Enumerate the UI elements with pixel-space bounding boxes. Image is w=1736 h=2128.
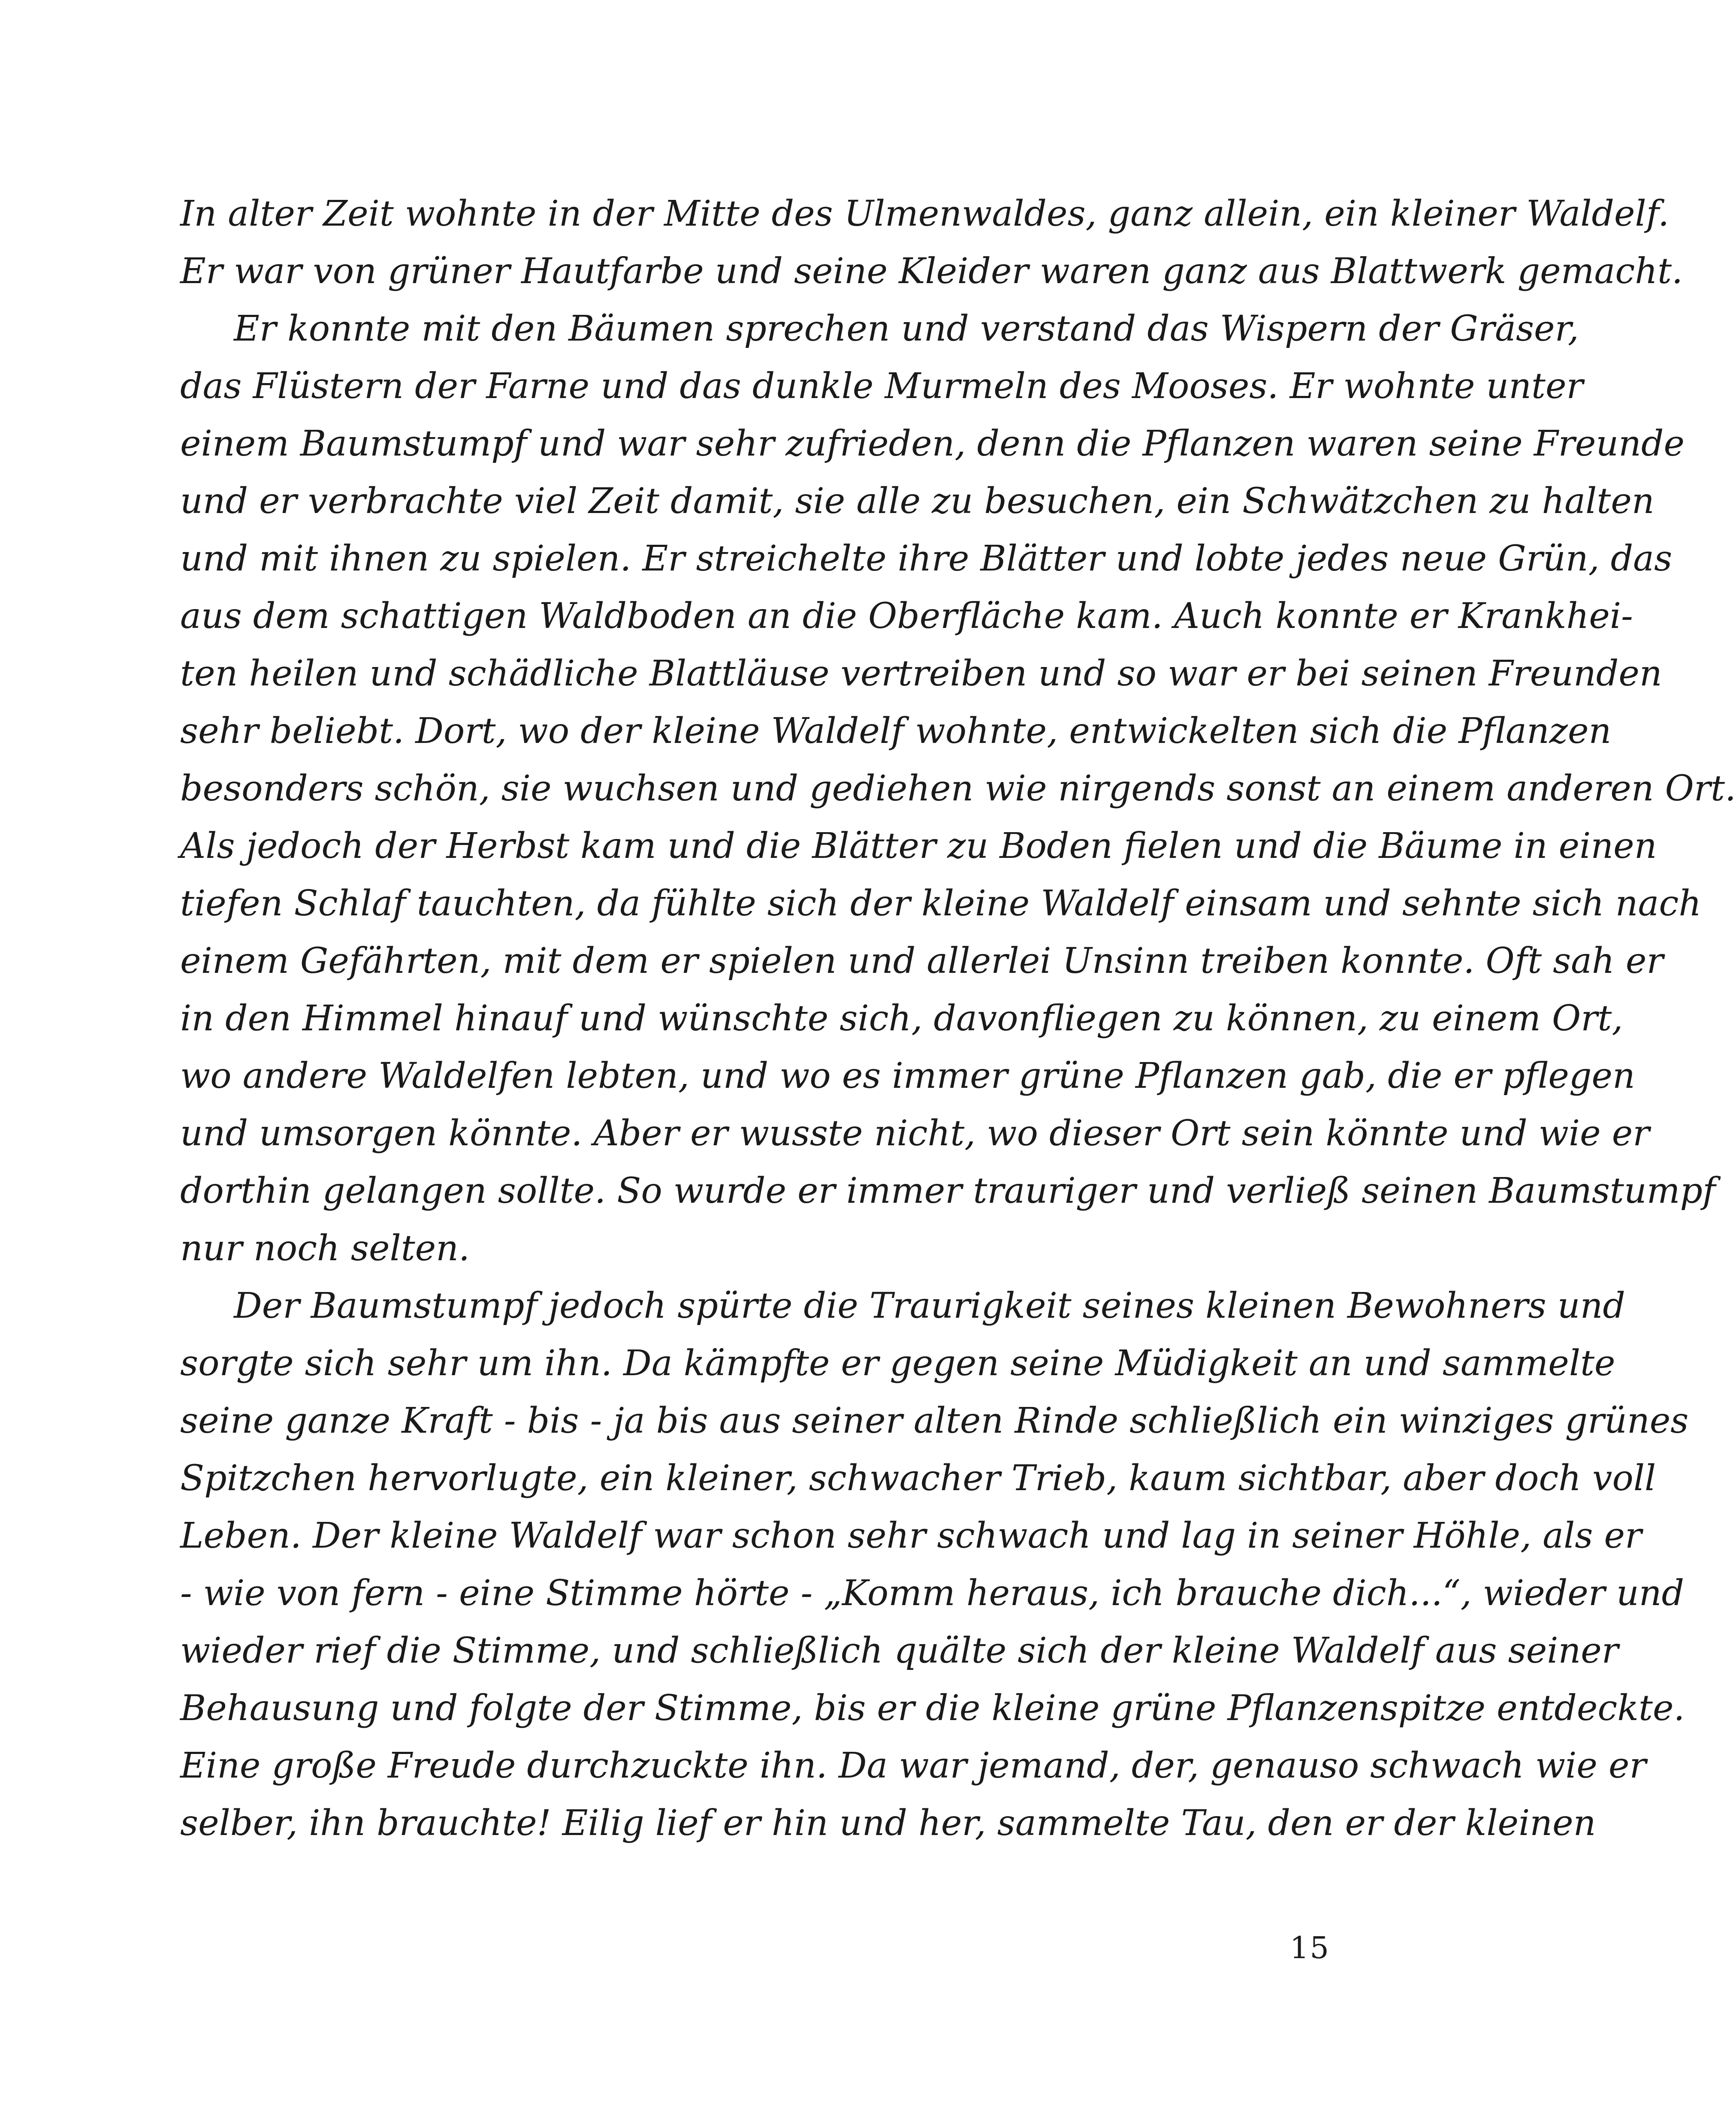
text-line: einem Baumstumpf und war sehr zufrieden, denn die Pflanzen waren seine Freunde [180, 423, 1685, 464]
text-line: - wie von fern - eine Stimme hörte - „Komm heraus, ich brauche dich...“, wieder und [180, 1573, 1685, 1614]
text-line: besonders schön, sie wuchsen und gediehen wie nirgends sonst an einem anderen Ort. [180, 768, 1736, 809]
text-line: Eine große Freude durchzuckte ihn. Da war jemand, der, genauso schwach wie er [180, 1745, 1646, 1786]
text-line: In alter Zeit wohnte in der Mitte des Ulmenwaldes, ganz allein, ein kleiner Waldelf. [180, 193, 1670, 234]
page-number: 15 [1289, 1930, 1330, 1965]
text-line: wieder rief die Stimme, und schließlich quälte sich der kleine Waldelf aus seiner [180, 1630, 1618, 1671]
text-line: Er konnte mit den Bäumen sprechen und verstand das Wispern der Gräser, [234, 308, 1579, 349]
text-line: das Flüstern der Farne und das dunkle Murmeln des Mooses. Er wohnte unter [180, 366, 1583, 407]
text-line: und mit ihnen zu spielen. Er streichelte ihre Blätter und lobte jedes neue Grün, das [180, 538, 1673, 579]
text-line: Er war von grüner Hautfarbe und seine Kleider waren ganz aus Blattwerk gemacht. [180, 251, 1683, 292]
text-line: selber, ihn brauchte! Eilig lief er hin und her, sammelte Tau, den er der kleinen [180, 1803, 1596, 1844]
text-line: aus dem schattigen Waldboden an die Oberfläche kam. Auch konnte er Krankhei- [180, 596, 1633, 637]
text-line: sehr beliebt. Dort, wo der kleine Waldelf wohnte, entwickelten sich die Pflanzen [180, 711, 1612, 752]
text-line: sorgte sich sehr um ihn. Da kämpfte er gegen seine Müdigkeit an und sammelte [180, 1343, 1615, 1384]
text-line: wo andere Waldelfen lebten, und wo es immer grüne Pflanzen gab, die er pflegen [180, 1056, 1635, 1096]
text-line: und umsorgen könnte. Aber er wusste nicht, wo dieser Ort sein könnte und wie er [180, 1113, 1650, 1154]
text-line: Behausung und folgte der Stimme, bis er die kleine grüne Pflanzenspitze entdeckte. [180, 1688, 1685, 1729]
text-line: Als jedoch der Herbst kam und die Blätter zu Boden fielen und die Bäume in einen [180, 826, 1657, 866]
text-line: in den Himmel hinauf und wünschte sich, davonfliegen zu können, zu einem Ort, [180, 998, 1623, 1039]
text-line: und er verbrachte viel Zeit damit, sie alle zu besuchen, ein Schwätzchen zu halten [180, 481, 1654, 522]
text-line: Spitzchen hervorlugte, ein kleiner, schwacher Trieb, kaum sichtbar, aber doch voll [180, 1458, 1656, 1499]
body-text [180, 185, 1736, 1852]
text-line: dorthin gelangen sollte. So wurde er immer trauriger und verließ seinen Baumstumpf [180, 1171, 1716, 1211]
text-line: seine ganze Kraft - bis - ja bis aus seiner alten Rinde schließlich ein winziges grünes [180, 1401, 1689, 1441]
text-line: tiefen Schlaf tauchten, da fühlte sich der kleine Waldelf einsam und sehnte sich nach [180, 883, 1702, 924]
paragraph-2 [180, 300, 1736, 1277]
text-line: Leben. Der kleine Waldelf war schon sehr schwach und lag in seiner Höhle, als er [180, 1515, 1642, 1556]
text-line: einem Gefährten, mit dem er spielen und allerlei Unsinn treiben konnte. Oft sah er [180, 941, 1664, 981]
text-line: nur noch selten. [180, 1228, 470, 1269]
paragraph-1 [180, 185, 1683, 300]
paragraph-3 [180, 1277, 1689, 1852]
text-line: ten heilen und schädliche Blattläuse vertreiben und so war er bei seinen Freunden [180, 653, 1662, 694]
text-line: Der Baumstumpf jedoch spürte die Traurigkeit seines kleinen Bewohners und [234, 1286, 1625, 1326]
